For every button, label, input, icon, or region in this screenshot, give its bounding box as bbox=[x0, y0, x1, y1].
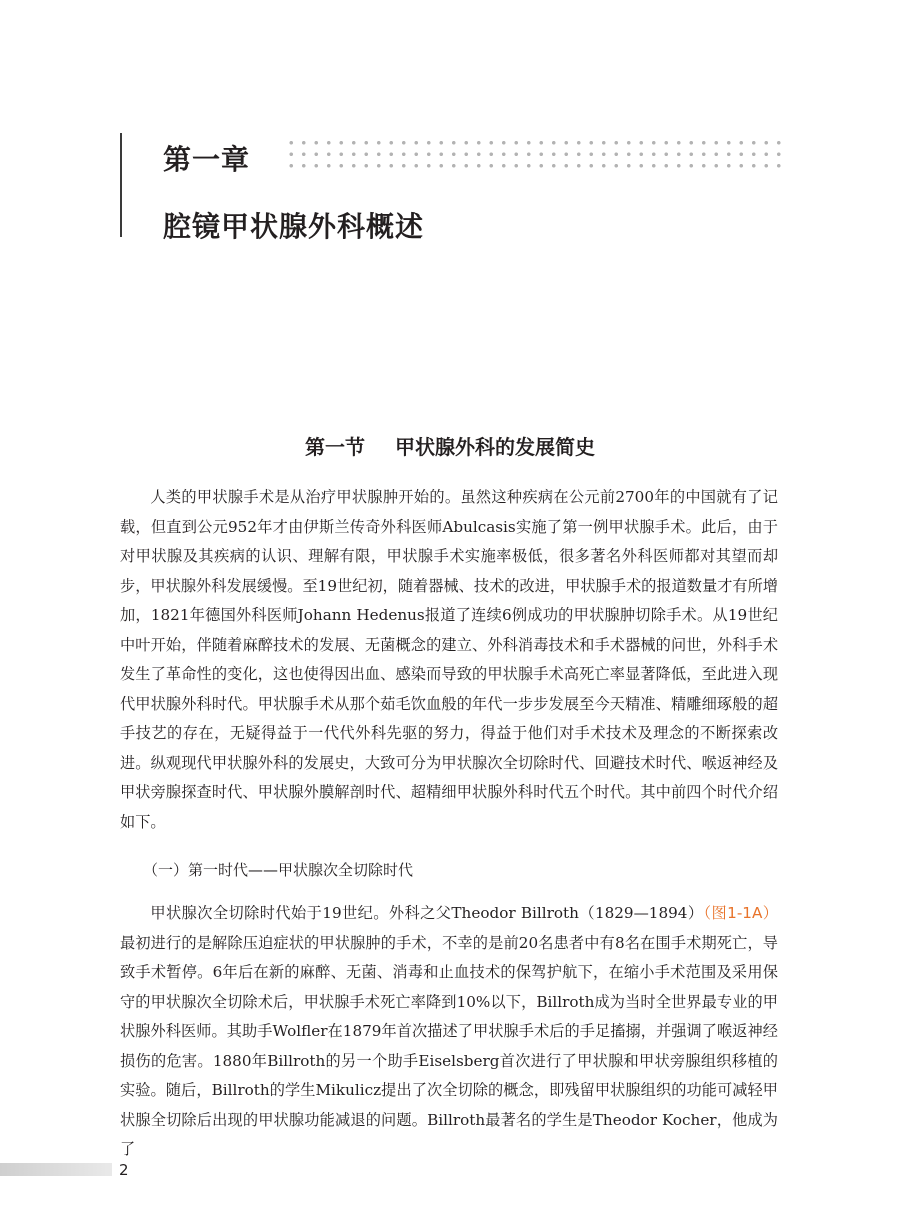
era-1-text-start: 甲状腺次全切除时代始于19世纪。外科之父Theodor Billroth（1829—1894） bbox=[150, 904, 704, 922]
chapter-rule bbox=[120, 133, 122, 237]
intro-paragraph: 人类的甲状腺手术是从治疗甲状腺肿开始的。虽然这种疾病在公元前2700年的中国就有了记载，但直到公元952年才由伊斯兰传奇外科医师Abulcasis实施了第一例甲状腺手术。此后，由于对甲状腺及其疾病的认识、理解有限，甲状腺手术实施率极低，很多著名外科医师都对其望而却步，甲状腺外科发展缓慢。至19世纪初，随着器械、技术的改进，甲状腺手术的报道数量才有所增加，1821年德国外科医师Johann Hedenus报道了连续6例成功的甲状腺肿切除手术。从19世纪中叶开始，伴随着麻醉技术的发展、无菌概念的建立、外科消毒技术和手术器械的问世，外科手术发生了革命性的变化，这也使得因出血、感染而导致的甲状腺手术高死亡率显著降低，至此进入现代甲状腺外科时代。甲状腺手术从那个茹毛饮血般的年代一步步发展至今天精准、精雕细琢般的超手技艺的存在，无疑得益于一代代外科先驱的努力，得益于他们对手术技术及理念的不断探索改进。纵观现代甲状腺外科的发展史，大致可分为甲状腺次全切除时代、回避技术时代、喉返神经及甲状旁腺探查时代、甲状腺外膜解剖时代、超精细甲状腺外科时代五个时代。其中前四个时代介绍如下。 bbox=[120, 488, 778, 831]
section-title bbox=[0, 431, 900, 460]
section-name: 甲状腺外科的发展简史 bbox=[395, 435, 595, 459]
figure-reference-link[interactable]: （图1-1A） bbox=[703, 904, 778, 922]
era-1-text-rest: 最初进行的是解除压迫症状的甲状腺肿的手术，不幸的是前20名患者中有8名在围手术期死亡，导致手术暂停。6年后在新的麻醉、无菌、消毒和止血技术的保驾护航下，在缩小手术范围及采用保守的甲状腺次全切除术后，甲状腺手术死亡率降到10%以下，Billroth成为当时全世界最专业的甲状腺外科医师。其助手Wolfler在1879年首次描述了甲状腺手术后的手足搐搦，并强调了喉返神经损伤的危害。1880年Billroth的另一个助手Eiselsberg首次进行了甲状腺和甲状旁腺组织移植的实验。随后，Billroth的学生Mikulicz提出了次全切除的概念，即残留甲状腺组织的功能可减轻甲状腺全切除后出现的甲状腺功能减退的问题。Billroth最著名的学生是Theodor Kocher，他成为了 bbox=[120, 933, 778, 1158]
page-number: 2 bbox=[119, 1161, 129, 1179]
chapter-dot-pattern bbox=[285, 137, 785, 171]
footer-bar bbox=[0, 1163, 112, 1176]
chapter-label: 第一章 bbox=[163, 143, 251, 176]
chapter-title: 腔镜甲状腺外科概述 bbox=[163, 210, 425, 243]
era-1-paragraph bbox=[120, 899, 778, 1165]
era-1-subheading: （一）第一时代——甲状腺次全切除时代 bbox=[143, 861, 414, 879]
section-number: 第一节 bbox=[305, 435, 365, 459]
